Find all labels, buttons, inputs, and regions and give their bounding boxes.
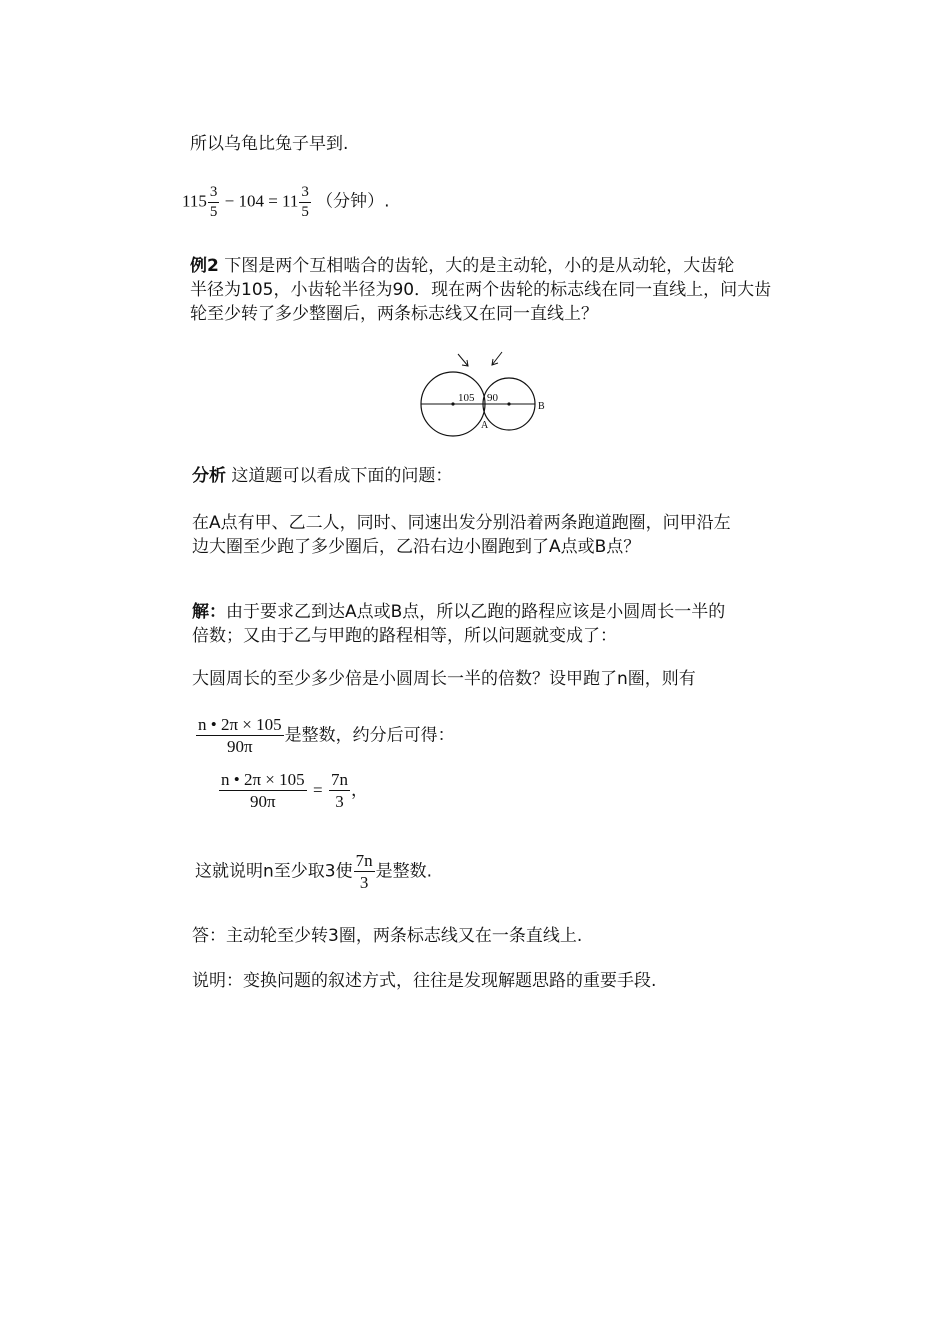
conclusion-suffix: 是整数. [375,861,432,882]
solution-text-1: 由于要求乙到达A点或B点，所以乙跑的路程应该是小圆周长一半的 [226,602,726,622]
problem-text-2: 边大圈至少跑了多少圈后，乙沿右边小圈跑到了A点或B点？ [192,537,641,557]
solution-line-1 [192,601,725,623]
example-line-3 [190,303,598,325]
fraction-3 [329,771,350,810]
equation-middle: − 104 = 11 [224,191,299,211]
mixed-whole-a: 115 [182,191,207,211]
analysis-tag: 分析 [192,466,226,486]
equation-unit: （分钟）. [316,191,390,212]
fraction-1-denominator: 90π [227,737,253,756]
label-point-b: B [538,401,545,412]
text-line-conclusion-turtle [190,133,348,155]
fraction-2-numerator: n • 2π × 105 [221,770,305,789]
fraction-b-numerator: 3 [299,185,311,203]
solution-text-2: 倍数；又由于乙与甲跑的路程相等，所以问题就变成了： [192,626,617,646]
fraction-expression-1 [195,716,455,755]
fraction-expression-2 [218,771,368,810]
example-text-2: 半径为105，小齿轮半径为90．现在两个齿轮的标志线在同一直线上，问大齿 [190,280,772,300]
note-text: 说明：变换问题的叙述方式，往往是发现解题思路的重要手段. [192,971,657,991]
fraction-2-suffix: ， [351,780,369,801]
gear-diagram [410,348,560,440]
equals-sign: = [313,780,323,800]
fraction-a-denominator: 5 [209,204,218,220]
conclusion-prefix: 这就说明n至少取3使 [195,861,353,882]
fraction-2 [219,771,307,810]
text-content: 所以乌龟比兔子早到. [190,134,349,154]
conclusion-line [195,852,432,891]
solution-line-2 [192,625,617,647]
example-text-1: 下图是两个互相啮合的齿轮，大的是主动轮，小的是从动轮，大齿轮 [224,256,735,276]
label-105: 105 [458,392,475,404]
fraction-1-suffix: 是整数，约分后可得： [284,725,455,746]
arrow-left-line [458,354,468,366]
fraction-b-denominator: 5 [301,204,309,220]
answer-line [192,925,582,947]
fraction-3-numerator: 7n [331,770,349,789]
analysis-text: 这道题可以看成下面的问题： [231,466,453,486]
fraction-a [208,185,220,220]
fraction-3-denominator: 3 [335,792,344,811]
example-line-2 [190,279,771,301]
fraction-conclusion-denominator: 3 [359,873,369,892]
fraction-1 [196,716,284,755]
fraction-conclusion [354,852,375,891]
solution-tag: 解： [192,602,226,622]
example-tag: 例2 [190,256,219,276]
problem-text-1: 在A点有甲、乙二人，同时、同速出发分别沿着两条跑道跑圈，问甲沿左 [192,513,731,533]
solution-line-3 [192,668,696,690]
equation-time-difference [182,185,390,220]
small-gear-center [507,402,510,405]
label-point-a: A [481,420,489,431]
problem-line-2 [192,536,640,558]
fraction-2-denominator: 90π [250,792,276,811]
fraction-1-numerator: n • 2π × 105 [198,715,282,734]
example-text-3: 轮至少转了多少整圈后，两条标志线又在同一直线上？ [190,304,598,324]
fraction-a-numerator: 3 [208,185,220,203]
solution-text-3: 大圆周长的至少多少倍是小圆周长一半的倍数？设甲跑了n圈，则有 [192,669,696,689]
big-gear-center [451,402,454,405]
note-line [192,970,656,992]
analysis-line [192,465,452,487]
answer-text: 答：主动轮至少转3圈，两条标志线又在一条直线上. [192,926,583,946]
fraction-conclusion-numerator: 7n [355,851,373,870]
example-line-1 [190,255,734,277]
problem-line-1 [192,512,731,534]
fraction-b [299,185,311,220]
label-90: 90 [487,392,498,404]
